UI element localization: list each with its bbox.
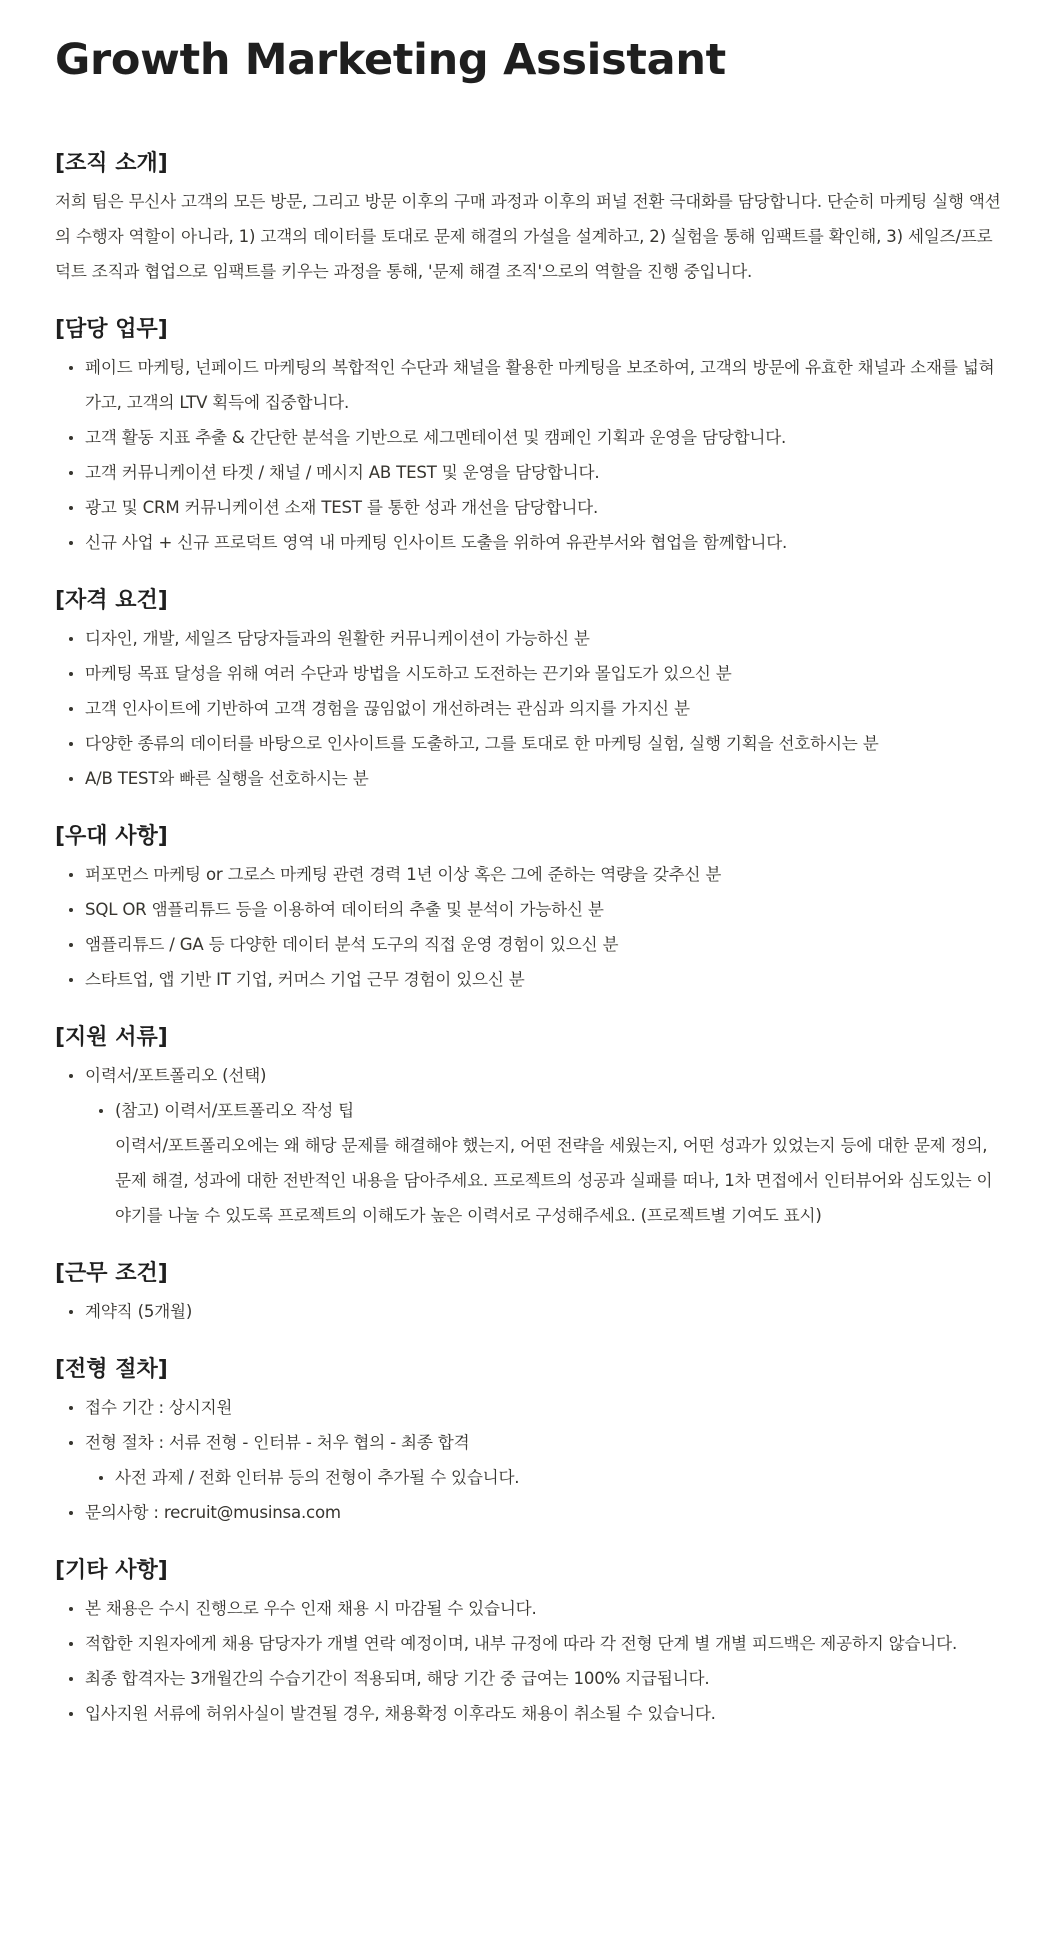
list-item — [85, 1425, 1003, 1495]
list-item: 다양한 종류의 데이터를 바탕으로 인사이트를 도출하고, 그를 토대로 한 마케팅 실험, 실행 기획을 선호하시는 분 — [85, 726, 1003, 761]
list-item — [85, 1058, 1003, 1233]
list-item: 본 채용은 수시 진행으로 우수 인재 채용 시 마감될 수 있습니다. — [85, 1591, 1003, 1626]
duties-list — [55, 350, 1003, 560]
section-heading-conditions: [근무 조건] — [55, 1261, 168, 1286]
list-item: 광고 및 CRM 커뮤니케이션 소재 TEST 를 통한 성과 개선을 담당합니다. — [85, 490, 1003, 525]
section-heading-process: [전형 절차] — [55, 1357, 168, 1382]
list-item: A/B TEST와 빠른 실행을 선호하시는 분 — [85, 761, 1003, 796]
section-heading-intro: [조직 소개] — [55, 151, 168, 176]
process-list — [55, 1390, 1003, 1530]
section-heading-preferred: [우대 사항] — [55, 824, 168, 849]
list-item: 고객 인사이트에 기반하여 고객 경험을 끊임없이 개선하려는 관심과 의지를 가지신 분 — [85, 691, 1003, 726]
list-item: 고객 커뮤니케이션 타겟 / 채널 / 메시지 AB TEST 및 운영을 담당합니다. — [85, 455, 1003, 490]
tip-text: 이력서/포트폴리오에는 왜 해당 문제를 해결해야 했는지, 어떤 전략을 세웠는지, 어떤 성과가 있었는지 등에 대한 문제 정의, 문제 해결, 성과에 대한 전반적인 내용을 담아주세요. 프로젝트의 성공과 실패를 떠나, 1차 면접에서 인터뷰어와 심도있는 이야기를 나눌 수 있도록 프로젝트의 이해도가 높은 이력서로 구성해주세요. (프로젝트별 기여도 표시) — [115, 1136, 993, 1225]
list-item: 퍼포먼스 마케팅 or 그로스 마케팅 관련 경력 1년 이상 혹은 그에 준하는 역량을 갖추신 분 — [85, 857, 1003, 892]
page-title: Growth Marketing Assistant — [55, 35, 726, 85]
documents-item-label: 이력서/포트폴리오 (선택) — [85, 1066, 267, 1085]
list-item: 접수 기간 : 상시지원 — [85, 1390, 1003, 1425]
list-item: 신규 사업 + 신규 프로덕트 영역 내 마케팅 인사이트 도출을 위하여 유관부서와 협업을 함께합니다. — [85, 525, 1003, 560]
list-item — [115, 1093, 1003, 1233]
list-item: 계약직 (5개월) — [85, 1294, 1003, 1329]
section-heading-requirements: [자격 요건] — [55, 588, 168, 613]
list-item: 입사지원 서류에 허위사실이 발견될 경우, 채용확정 이후라도 채용이 취소될 수 있습니다. — [85, 1696, 1003, 1731]
list-item: 사전 과제 / 전화 인터뷰 등의 전형이 추가될 수 있습니다. — [115, 1460, 1003, 1495]
requirements-list — [55, 621, 1003, 796]
process-sublist — [85, 1460, 1003, 1495]
list-item: 앰플리튜드 / GA 등 다양한 데이터 분석 도구의 직접 운영 경험이 있으신 분 — [85, 927, 1003, 962]
etc-list — [55, 1591, 1003, 1731]
list-item: 디자인, 개발, 세일즈 담당자들과의 원활한 커뮤니케이션이 가능하신 분 — [85, 621, 1003, 656]
list-item: SQL OR 앰플리튜드 등을 이용하여 데이터의 추출 및 분석이 가능하신 분 — [85, 892, 1003, 927]
process-steps: 전형 절차 : 서류 전형 - 인터뷰 - 처우 협의 - 최종 합격 — [85, 1433, 470, 1452]
tip-title: (참고) 이력서/포트폴리오 작성 팁 — [115, 1101, 354, 1120]
list-item: 스타트업, 앱 기반 IT 기업, 커머스 기업 근무 경험이 있으신 분 — [85, 962, 1003, 997]
section-heading-duties: [담당 업무] — [55, 317, 168, 342]
list-item: 문의사항 : recruit@musinsa.com — [85, 1495, 1003, 1530]
conditions-list — [55, 1294, 1003, 1329]
list-item: 페이드 마케팅, 넌페이드 마케팅의 복합적인 수단과 채널을 활용한 마케팅을 보조하여, 고객의 방문에 유효한 채널과 소재를 넓혀가고, 고객의 LTV 획득에 집중합니다. — [85, 350, 1003, 420]
preferred-list — [55, 857, 1003, 997]
documents-list — [55, 1058, 1003, 1233]
section-heading-documents: [지원 서류] — [55, 1025, 168, 1050]
section-heading-etc: [기타 사항] — [55, 1558, 168, 1583]
list-item: 최종 합격자는 3개월간의 수습기간이 적용되며, 해당 기간 중 급여는 100% 지급됩니다. — [85, 1661, 1003, 1696]
list-item: 마케팅 목표 달성을 위해 여러 수단과 방법을 시도하고 도전하는 끈기와 몰입도가 있으신 분 — [85, 656, 1003, 691]
documents-sublist — [85, 1093, 1003, 1233]
intro-text: 저희 팀은 무신사 고객의 모든 방문, 그리고 방문 이후의 구매 과정과 이후의 퍼널 전환 극대화를 담당합니다. 단순히 마케팅 실행 액션의 수행자 역할이 아니라, 1) 고객의 데이터를 토대로 문제 해결의 가설을 설계하고, 2) 실험을 통해 임팩트를 확인해, 3) 세일즈/프로덕트 조직과 협업으로 임팩트를 키우는 과정을 통해, '문제 해결 조직'으로의 역할을 진행 중입니다. — [55, 192, 1001, 281]
list-item: 고객 활동 지표 추출 & 간단한 분석을 기반으로 세그멘테이션 및 캠페인 기획과 운영을 담당합니다. — [85, 420, 1003, 455]
list-item: 적합한 지원자에게 채용 담당자가 개별 연락 예정이며, 내부 규정에 따라 각 전형 단계 별 개별 피드백은 제공하지 않습니다. — [85, 1626, 1003, 1661]
